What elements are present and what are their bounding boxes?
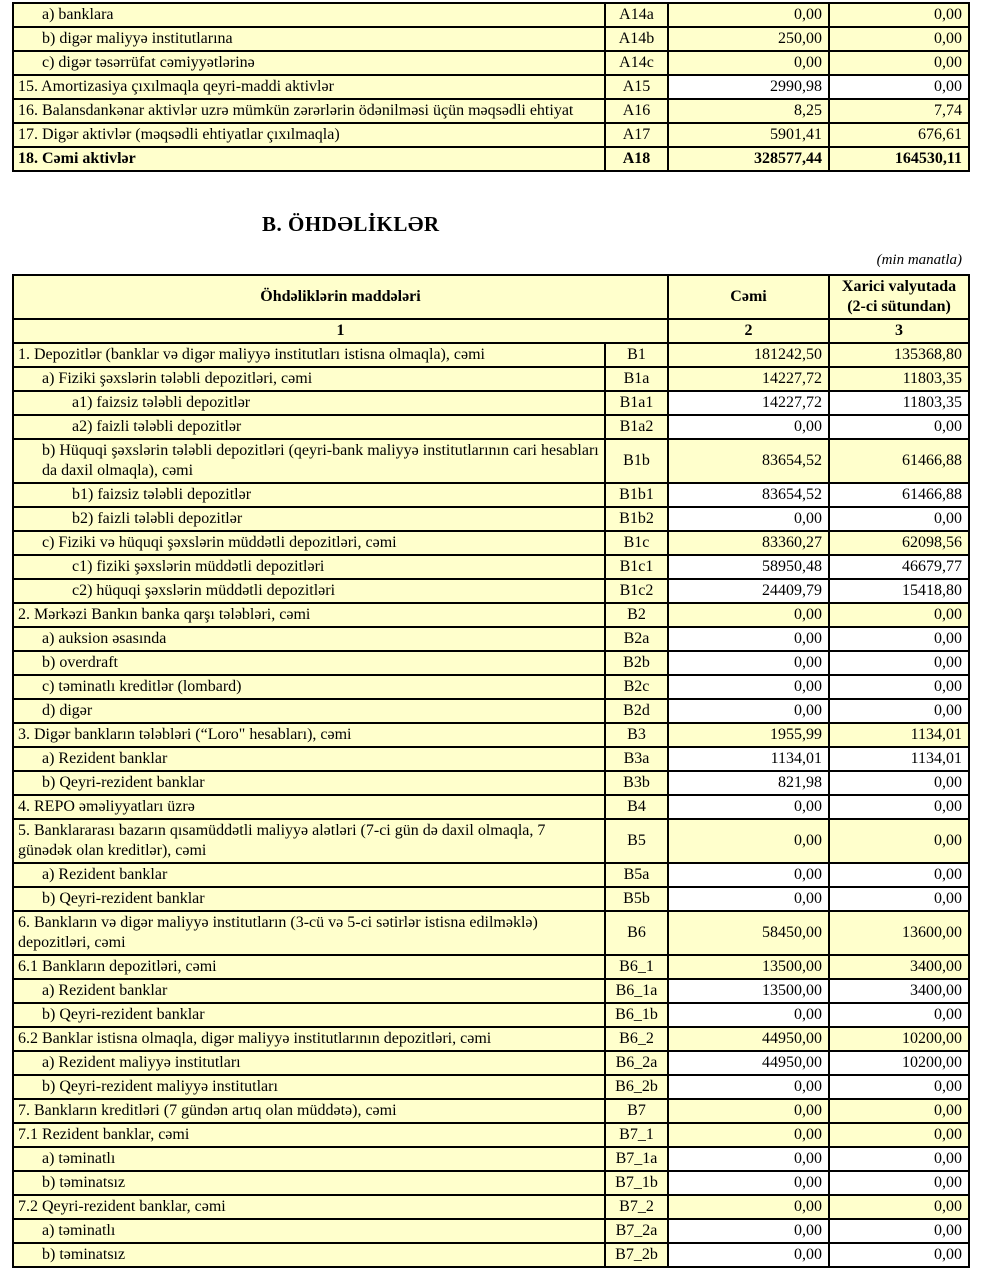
foreign-currency-value-cell: 61466,88 [829, 439, 969, 483]
item-label-cell: 4. REPO əməliyyatları üzrə [13, 795, 605, 819]
table-row [13, 3, 969, 27]
foreign-currency-value-cell: 1134,01 [829, 747, 969, 771]
header-items: Öhdəliklərin maddələri [13, 275, 668, 319]
table-row [13, 391, 969, 415]
table-row [13, 979, 969, 1003]
foreign-currency-value-cell: 11803,35 [829, 391, 969, 415]
item-label-cell: b) təminatsız [13, 1171, 605, 1195]
item-label-cell: a2) faizli tələbli depozitlər [13, 415, 605, 439]
table-row [13, 955, 969, 979]
foreign-currency-value-cell: 0,00 [829, 1003, 969, 1027]
total-value-cell: 24409,79 [668, 579, 829, 603]
table-row [13, 555, 969, 579]
item-label-cell: b) overdraft [13, 651, 605, 675]
foreign-currency-value-cell: 0,00 [829, 887, 969, 911]
total-value-cell: 8,25 [668, 99, 829, 123]
item-label-cell: d) digər [13, 699, 605, 723]
item-code-cell: B1c2 [605, 579, 668, 603]
item-code-cell: B2a [605, 627, 668, 651]
item-label-cell: a) auksion əsasında [13, 627, 605, 651]
total-value-cell: 58950,48 [668, 555, 829, 579]
item-code-cell: B1b1 [605, 483, 668, 507]
foreign-currency-value-cell: 0,00 [829, 1219, 969, 1243]
total-value-cell: 0,00 [668, 819, 829, 863]
item-code-cell: B2 [605, 603, 668, 627]
foreign-currency-value-cell: 135368,80 [829, 343, 969, 367]
item-code-cell: B1a [605, 367, 668, 391]
total-value-cell: 13500,00 [668, 955, 829, 979]
foreign-currency-value-cell: 0,00 [829, 3, 969, 27]
unit-note: (min manatla) [876, 252, 962, 268]
item-label-cell: 17. Digər aktivlər (məqsədli ehtiyatlar çıxılmaqla) [13, 123, 605, 147]
total-value-cell: 13500,00 [668, 979, 829, 1003]
header-total: Cəmi [668, 275, 829, 319]
item-label-cell: 7.2 Qeyri-rezident banklar, cəmi [13, 1195, 605, 1219]
total-value-cell: 821,98 [668, 771, 829, 795]
item-label-cell: 6.1 Bankların depozitləri, cəmi [13, 955, 605, 979]
liabilities-header-row [13, 275, 969, 319]
foreign-currency-value-cell: 15418,80 [829, 579, 969, 603]
foreign-currency-value-cell: 61466,88 [829, 483, 969, 507]
item-label-cell: a) Rezident maliyyə institutları [13, 1051, 605, 1075]
table-row [13, 603, 969, 627]
item-label-cell: a) Fiziki şəxslərin tələbli depozitləri, cəmi [13, 367, 605, 391]
foreign-currency-value-cell: 0,00 [829, 27, 969, 51]
column-number-1: 1 [13, 319, 668, 343]
total-value-cell: 0,00 [668, 1147, 829, 1171]
table-row [13, 1171, 969, 1195]
total-value-cell: 181242,50 [668, 343, 829, 367]
total-value-cell: 0,00 [668, 3, 829, 27]
item-code-cell: B6_2a [605, 1051, 668, 1075]
foreign-currency-value-cell: 0,00 [829, 863, 969, 887]
item-label-cell: a) təminatlı [13, 1219, 605, 1243]
item-label-cell: a) Rezident banklar [13, 863, 605, 887]
table-row [13, 675, 969, 699]
item-label-cell: c1) fiziki şəxslərin müddətli depozitləri [13, 555, 605, 579]
item-label-cell: b) Qeyri-rezident banklar [13, 1003, 605, 1027]
total-value-cell: 0,00 [668, 415, 829, 439]
foreign-currency-value-cell: 0,00 [829, 699, 969, 723]
liabilities-table [12, 274, 970, 1268]
item-code-cell: B6_1 [605, 955, 668, 979]
total-value-cell: 328577,44 [668, 147, 829, 171]
item-label-cell: b1) faizsiz tələbli depozitlər [13, 483, 605, 507]
item-code-cell: B1c1 [605, 555, 668, 579]
item-code-cell: B1b2 [605, 507, 668, 531]
item-code-cell: A14a [605, 3, 668, 27]
column-number-2: 2 [668, 319, 829, 343]
foreign-currency-value-cell: 0,00 [829, 795, 969, 819]
item-label-cell: a) Rezident banklar [13, 979, 605, 1003]
item-code-cell: B2c [605, 675, 668, 699]
total-value-cell: 5901,41 [668, 123, 829, 147]
item-label-cell: b) digər maliyyə institutlarına [13, 27, 605, 51]
item-code-cell: A14c [605, 51, 668, 75]
total-value-cell: 0,00 [668, 51, 829, 75]
item-label-cell: a) Rezident banklar [13, 747, 605, 771]
table-row [13, 1051, 969, 1075]
item-label-cell: c) təminatlı kreditlər (lombard) [13, 675, 605, 699]
foreign-currency-value-cell: 0,00 [829, 819, 969, 863]
table-row [13, 747, 969, 771]
table-row [13, 51, 969, 75]
total-value-cell: 0,00 [668, 863, 829, 887]
foreign-currency-value-cell: 0,00 [829, 51, 969, 75]
item-code-cell: B7_2b [605, 1243, 668, 1267]
table-row [13, 123, 969, 147]
item-label-cell: b) təminatsız [13, 1243, 605, 1267]
item-label-cell: 5. Banklararası bazarın qısamüddətli maliyyə alətləri (7-ci gün də daxil olmaqla, 7 günədək olan kreditlər), cəmi [13, 819, 605, 863]
foreign-currency-value-cell: 164530,11 [829, 147, 969, 171]
item-label-cell: b) Qeyri-rezident banklar [13, 887, 605, 911]
item-code-cell: B3 [605, 723, 668, 747]
item-code-cell: A15 [605, 75, 668, 99]
total-value-cell: 44950,00 [668, 1027, 829, 1051]
total-value-cell: 83360,27 [668, 531, 829, 555]
item-code-cell: B3a [605, 747, 668, 771]
total-value-cell: 14227,72 [668, 391, 829, 415]
total-value-cell: 0,00 [668, 1003, 829, 1027]
total-value-cell: 250,00 [668, 27, 829, 51]
table-row [13, 819, 969, 863]
total-value-cell: 0,00 [668, 627, 829, 651]
total-value-cell: 0,00 [668, 887, 829, 911]
table-row [13, 1075, 969, 1099]
foreign-currency-value-cell: 13600,00 [829, 911, 969, 955]
foreign-currency-value-cell: 0,00 [829, 603, 969, 627]
table-row [13, 771, 969, 795]
foreign-currency-value-cell: 0,00 [829, 1099, 969, 1123]
total-value-cell: 2990,98 [668, 75, 829, 99]
total-value-cell: 0,00 [668, 1171, 829, 1195]
item-label-cell: 7. Bankların kreditləri (7 gündən artıq olan müddətə), cəmi [13, 1099, 605, 1123]
item-code-cell: B7_1 [605, 1123, 668, 1147]
foreign-currency-value-cell: 10200,00 [829, 1051, 969, 1075]
table-row [13, 439, 969, 483]
item-code-cell: B6_2b [605, 1075, 668, 1099]
foreign-currency-value-cell: 0,00 [829, 1147, 969, 1171]
item-code-cell: B1a1 [605, 391, 668, 415]
item-code-cell: B2b [605, 651, 668, 675]
total-value-cell: 83654,52 [668, 483, 829, 507]
item-code-cell: B7_2 [605, 1195, 668, 1219]
foreign-currency-value-cell: 0,00 [829, 1195, 969, 1219]
foreign-currency-value-cell: 0,00 [829, 675, 969, 699]
column-numbers-row [13, 319, 969, 343]
item-label-cell: a1) faizsiz tələbli depozitlər [13, 391, 605, 415]
table-row [13, 1003, 969, 1027]
assets-table [12, 2, 970, 172]
table-row [13, 911, 969, 955]
item-code-cell: A16 [605, 99, 668, 123]
total-value-cell: 0,00 [668, 1075, 829, 1099]
total-value-cell: 0,00 [668, 1219, 829, 1243]
table-row [13, 863, 969, 887]
table-row [13, 887, 969, 911]
total-value-cell: 0,00 [668, 795, 829, 819]
total-value-cell: 0,00 [668, 651, 829, 675]
item-label-cell: b) Qeyri-rezident banklar [13, 771, 605, 795]
foreign-currency-value-cell: 0,00 [829, 1171, 969, 1195]
foreign-currency-value-cell: 0,00 [829, 651, 969, 675]
table-row [13, 1147, 969, 1171]
item-code-cell: B6_1b [605, 1003, 668, 1027]
item-label-cell: 7.1 Rezident banklar, cəmi [13, 1123, 605, 1147]
total-value-cell: 0,00 [668, 675, 829, 699]
table-row [13, 1219, 969, 1243]
table-row [13, 1123, 969, 1147]
item-code-cell: B5a [605, 863, 668, 887]
item-label-cell: 2. Mərkəzi Bankın banka qarşı tələbləri, cəmi [13, 603, 605, 627]
item-label-cell: c2) hüquqi şəxslərin müddətli depozitləri [13, 579, 605, 603]
section-b-heading: B. ÖHDƏLİKLƏR [262, 212, 440, 236]
total-value-cell: 14227,72 [668, 367, 829, 391]
foreign-currency-value-cell: 3400,00 [829, 979, 969, 1003]
item-code-cell: B4 [605, 795, 668, 819]
table-row [13, 651, 969, 675]
item-label-cell: 18. Cəmi aktivlər [13, 147, 605, 171]
table-row [13, 531, 969, 555]
item-code-cell: B1 [605, 343, 668, 367]
item-code-cell: B2d [605, 699, 668, 723]
item-code-cell: B3b [605, 771, 668, 795]
item-label-cell: b) Hüquqi şəxslərin tələbli depozitləri (qeyri-bank maliyyə institutlarının cari hesabları da daxil olmaqla), cəmi [13, 439, 605, 483]
item-code-cell: B7_1b [605, 1171, 668, 1195]
table-row [13, 699, 969, 723]
total-value-cell: 0,00 [668, 1099, 829, 1123]
table-row [13, 507, 969, 531]
foreign-currency-value-cell: 0,00 [829, 75, 969, 99]
total-value-cell: 0,00 [668, 1243, 829, 1267]
foreign-currency-value-cell: 0,00 [829, 1123, 969, 1147]
table-row [13, 367, 969, 391]
table-row [13, 147, 969, 171]
table-row [13, 343, 969, 367]
total-value-cell: 0,00 [668, 603, 829, 627]
item-code-cell: A14b [605, 27, 668, 51]
item-label-cell: 15. Amortizasiya çıxılmaqla qeyri-maddi aktivlər [13, 75, 605, 99]
item-code-cell: B5b [605, 887, 668, 911]
item-code-cell: B6_1a [605, 979, 668, 1003]
item-label-cell: c) digər təsərrüfat cəmiyyətlərinə [13, 51, 605, 75]
foreign-currency-value-cell: 0,00 [829, 771, 969, 795]
table-row [13, 1099, 969, 1123]
foreign-currency-value-cell: 0,00 [829, 627, 969, 651]
total-value-cell: 0,00 [668, 699, 829, 723]
table-row [13, 99, 969, 123]
header-foreign-currency: Xarici valyutada (2-ci sütundan) [829, 275, 969, 319]
total-value-cell: 1134,01 [668, 747, 829, 771]
total-value-cell: 0,00 [668, 1123, 829, 1147]
foreign-currency-value-cell: 676,61 [829, 123, 969, 147]
foreign-currency-value-cell: 0,00 [829, 415, 969, 439]
table-row [13, 1027, 969, 1051]
item-code-cell: B6 [605, 911, 668, 955]
item-code-cell: B7 [605, 1099, 668, 1123]
item-code-cell: A17 [605, 123, 668, 147]
item-code-cell: B1c [605, 531, 668, 555]
foreign-currency-value-cell: 3400,00 [829, 955, 969, 979]
foreign-currency-value-cell: 10200,00 [829, 1027, 969, 1051]
table-row [13, 27, 969, 51]
table-row [13, 627, 969, 651]
item-label-cell: 1. Depozitlər (banklar və digər maliyyə institutları istisna olmaqla), cəmi [13, 343, 605, 367]
item-label-cell: 16. Balansdankənar aktivlər uzrə mümkün zərərlərin ödənilməsi üçün məqsədli ehtiyat [13, 99, 605, 123]
table-row [13, 579, 969, 603]
total-value-cell: 0,00 [668, 507, 829, 531]
item-code-cell: B6_2 [605, 1027, 668, 1051]
item-label-cell: 6.2 Banklar istisna olmaqla, digər maliyyə institutlarının depozitləri, cəmi [13, 1027, 605, 1051]
item-code-cell: B7_2a [605, 1219, 668, 1243]
item-label-cell: a) təminatlı [13, 1147, 605, 1171]
item-label-cell: b) Qeyri-rezident maliyyə institutları [13, 1075, 605, 1099]
foreign-currency-value-cell: 46679,77 [829, 555, 969, 579]
foreign-currency-value-cell: 7,74 [829, 99, 969, 123]
item-code-cell: B5 [605, 819, 668, 863]
item-code-cell: B1b [605, 439, 668, 483]
table-row [13, 795, 969, 819]
item-code-cell: B7_1a [605, 1147, 668, 1171]
item-label-cell: b2) faizli tələbli depozitlər [13, 507, 605, 531]
item-label-cell: 6. Bankların və digər maliyyə institutların (3-cü və 5-ci sətirlər istisna edilməklə) depozitləri, cəmi [13, 911, 605, 955]
foreign-currency-value-cell: 0,00 [829, 1243, 969, 1267]
item-label-cell: c) Fiziki və hüquqi şəxslərin müddətli depozitləri, cəmi [13, 531, 605, 555]
foreign-currency-value-cell: 0,00 [829, 507, 969, 531]
foreign-currency-value-cell: 62098,56 [829, 531, 969, 555]
item-code-cell: A18 [605, 147, 668, 171]
total-value-cell: 44950,00 [668, 1051, 829, 1075]
table-row [13, 415, 969, 439]
table-row [13, 75, 969, 99]
foreign-currency-value-cell: 11803,35 [829, 367, 969, 391]
total-value-cell: 58450,00 [668, 911, 829, 955]
table-row [13, 483, 969, 507]
total-value-cell: 0,00 [668, 1195, 829, 1219]
column-number-3: 3 [829, 319, 969, 343]
item-label-cell: 3. Digər bankların tələbləri (“Loro" hesabları), cəmi [13, 723, 605, 747]
item-code-cell: B1a2 [605, 415, 668, 439]
foreign-currency-value-cell: 0,00 [829, 1075, 969, 1099]
table-row [13, 723, 969, 747]
table-row [13, 1195, 969, 1219]
total-value-cell: 83654,52 [668, 439, 829, 483]
foreign-currency-value-cell: 1134,01 [829, 723, 969, 747]
item-label-cell: a) banklara [13, 3, 605, 27]
total-value-cell: 1955,99 [668, 723, 829, 747]
